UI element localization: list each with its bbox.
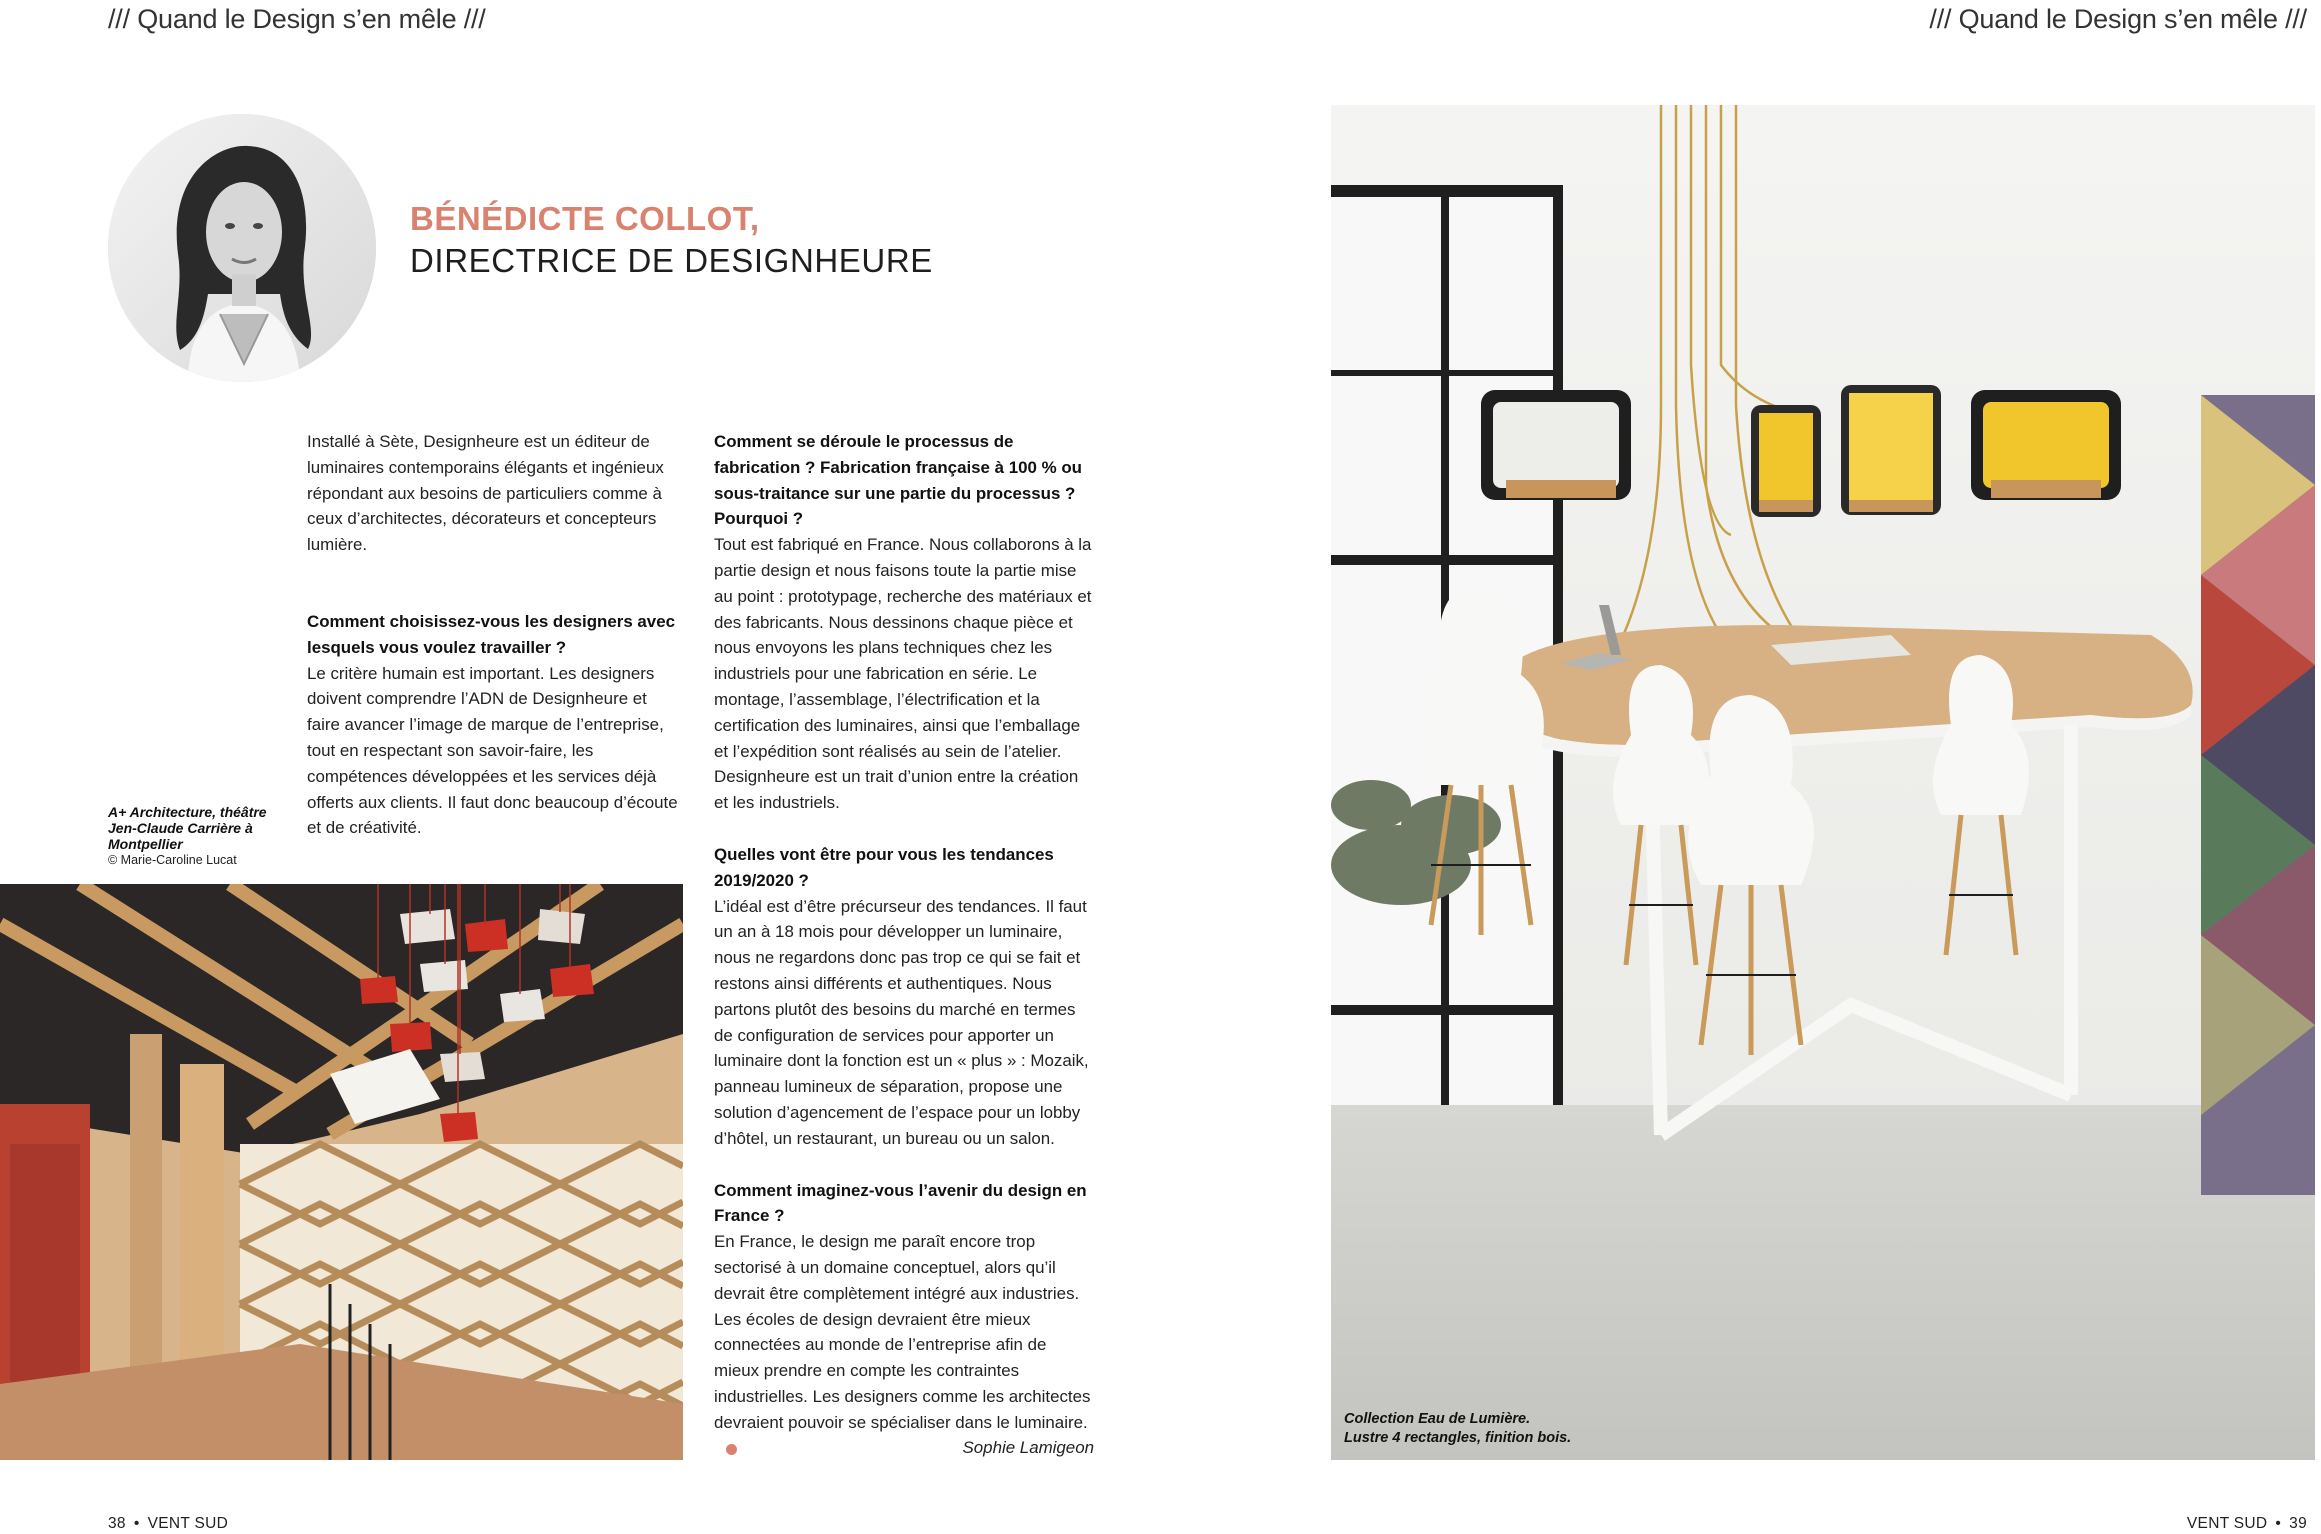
running-head-left: /// Quand le Design s’en mêle ///	[108, 4, 486, 34]
running-head-right: /// Quand le Design s’en mêle ///	[1929, 4, 2307, 34]
magazine-name-left: VENT SUD	[147, 1515, 229, 1532]
portrait-photo	[108, 114, 376, 382]
magazine-name-right: VENT SUD	[2186, 1515, 2268, 1532]
page-number-left: 38	[108, 1515, 126, 1532]
profile-heading	[410, 200, 933, 280]
pendant-lamps-photo	[1331, 105, 2315, 1460]
answer-1: Le critère humain est important. Les designers doivent comprendre l’ADN de Designheure et faire avancer l’image de marque de l’entreprise, tout en respectant son savoir-faire, les compétences développées et les services déjà offerts aux clients. Il faut donc beaucoup d’écoute et de créativité.	[307, 663, 678, 838]
article-column-1	[307, 429, 683, 841]
question-1: Comment choisissez-vous les designers avec lesquels vous voulez travailler ?	[307, 611, 675, 657]
theatre-interior-photo	[0, 884, 683, 1460]
folio-right	[2187, 1515, 2307, 1533]
caption-left	[108, 804, 298, 868]
answer-3: L’idéal est d’être précurseur des tendances. Il faut un an à 18 mois pour développer un luminaire, nous ne regardons donc pas trop ce qui se fait et restons ainsi différents et authentiques. Nous partons plutôt des besoins du marché en termes de configuration de services pour apporter un luminaire dont la fonction est un « plus » : Mozaik, panneau lumineux de séparation, propose une solution d’agencement de l’espace pour un lobby d’hôtel, un restaurant, un bureau ou un salon.	[714, 896, 1089, 1148]
page-number-right: 39	[2289, 1515, 2307, 1532]
article-column-2	[714, 429, 1094, 1461]
folio-left	[108, 1515, 228, 1533]
caption-right	[1344, 1410, 1571, 1448]
bullet-icon: •	[133, 1515, 140, 1532]
author-signature: Sophie Lamigeon	[962, 1438, 1094, 1458]
question-4: Comment imaginez-vous l’avenir du design en France ?	[714, 1180, 1087, 1226]
answer-2: Tout est fabriqué en France. Nous collaborons à la partie design et nous faisons toute la partie mise au point : prototypage, recherche des matériaux et des fabricants. Nous dessinons chaque pièce et nous envoyons les plans techniques chez les industriels pour une fabrication en série. Le montage, l’assemblage, l’électrification et la certification des luminaires, ainsi que l’emballage et l’expédition sont réalisés au sein de l’atelier. Designheure est un trait d’union entre la création et les industriels.	[714, 535, 1092, 813]
bullet-icon: •	[2275, 1515, 2282, 1532]
person-name: BÉNÉDICTE COLLOT,	[410, 200, 760, 237]
person-role: DIRECTRICE DE DESIGNHEURE	[410, 242, 933, 279]
question-2: Comment se déroule le processus de fabrication ? Fabrication française à 100 % ou sous-traitance sur une partie du processus ? Pourquoi ?	[714, 432, 1082, 529]
caption-right-line-2: Lustre 4 rectangles, finition bois.	[1344, 1430, 1572, 1446]
caption-left-credit: © Marie-Caroline Lucat	[108, 853, 237, 867]
question-3: Quelles vont être pour vous les tendances 2019/2020 ?	[714, 844, 1054, 890]
answer-4	[714, 1229, 1094, 1461]
caption-right-line-1: Collection Eau de Lumière.	[1344, 1411, 1531, 1427]
intro-paragraph: Installé à Sète, Designheure est un éditeur de luminaires contemporains élégants et ingénieux répondant aux besoins de particuliers comme à ceux d’architectes, décorateurs et concepteurs lumière.	[307, 432, 664, 555]
answer-4-text: En France, le design me paraît encore trop sectorisé à un domaine conceptuel, alors qu’il devrait être complètement intégré aux industries. Les écoles de design devraient être mieux connectées au monde de l’entreprise afin de mieux prendre en compte les contraintes industrielles. Les designers comme les architectes devraient pouvoir se spécialiser dans le luminaire.	[714, 1232, 1091, 1432]
caption-left-title: A+ Architecture, théâtre Jen-Claude Carrière à Montpellier	[108, 804, 267, 852]
end-mark-icon	[726, 1444, 737, 1455]
